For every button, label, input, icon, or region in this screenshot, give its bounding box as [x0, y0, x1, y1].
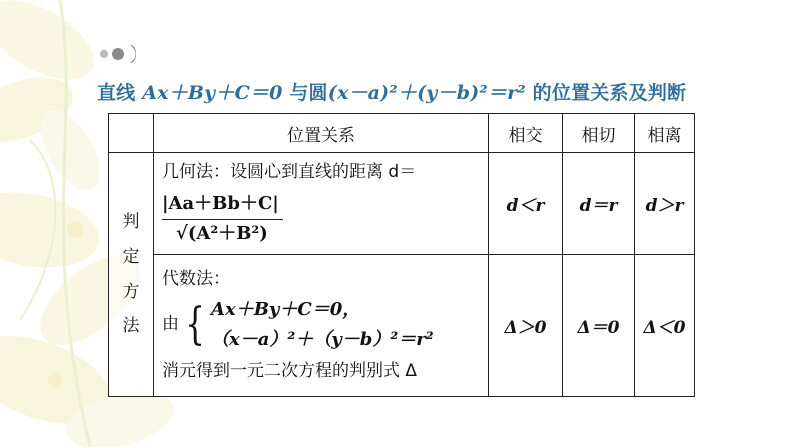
header-intersect: 相交 — [489, 114, 563, 153]
algebraic-tangent-condition: Δ＝0 — [563, 255, 635, 397]
distance-numerator: |Aa＋Bb＋C| — [162, 190, 283, 220]
side-char-3: 方 — [122, 281, 140, 302]
table-header-row — [109, 114, 695, 153]
algebraic-intersect-condition: Δ＞0 — [489, 255, 563, 397]
left-brace-icon: { — [185, 298, 205, 350]
side-char-1: 判 — [122, 211, 140, 232]
side-char-2: 定 — [122, 246, 140, 267]
by-label: 由 — [162, 314, 179, 335]
algebraic-method-cell — [154, 255, 489, 397]
header-tangent: 相切 — [563, 114, 635, 153]
table-row-algebraic — [109, 255, 695, 397]
header-separate: 相离 — [635, 114, 695, 153]
geometric-method-intro: 几何法：设圆心到直线的距离 d＝ — [162, 162, 417, 183]
heading-suffix: 的位置关系及判断 — [525, 82, 687, 104]
distance-fraction — [162, 190, 283, 248]
heading-circle-equation: (x－a)²＋(y－b)²＝r² — [327, 82, 526, 104]
position-relation-table — [108, 113, 695, 397]
side-char-4: 法 — [122, 316, 140, 337]
geometric-intersect-condition: d＜r — [489, 153, 563, 255]
algebraic-separate-condition: Δ＜0 — [635, 255, 695, 397]
distance-denominator: √(A²＋B²) — [176, 222, 268, 244]
section-heading — [97, 78, 737, 105]
system-equation-line: Ax＋By＋C＝0， — [211, 298, 361, 320]
geometric-tangent-condition: d＝r — [563, 153, 635, 255]
judgment-method-label — [109, 153, 154, 397]
header-relation: 位置关系 — [154, 114, 489, 153]
header-corner — [109, 114, 154, 153]
heading-prefix: 直线 — [97, 82, 143, 104]
table-row-geometric — [109, 153, 695, 255]
heading-line-equation: Ax＋By＋C＝0 — [142, 82, 283, 104]
geometric-separate-condition: d＞r — [635, 153, 695, 255]
geometric-method-cell — [154, 153, 489, 255]
algebraic-method-outro: 消元得到一元二次方程的判别式 Δ — [162, 361, 418, 382]
bullet-dots-icon — [96, 42, 156, 66]
algebraic-method-intro: 代数法： — [162, 269, 230, 290]
heading-mid: 与圆 — [282, 82, 328, 104]
equation-system — [162, 295, 480, 354]
system-equation-circle: （x－a）²＋（y－b）²＝r² — [211, 328, 434, 350]
